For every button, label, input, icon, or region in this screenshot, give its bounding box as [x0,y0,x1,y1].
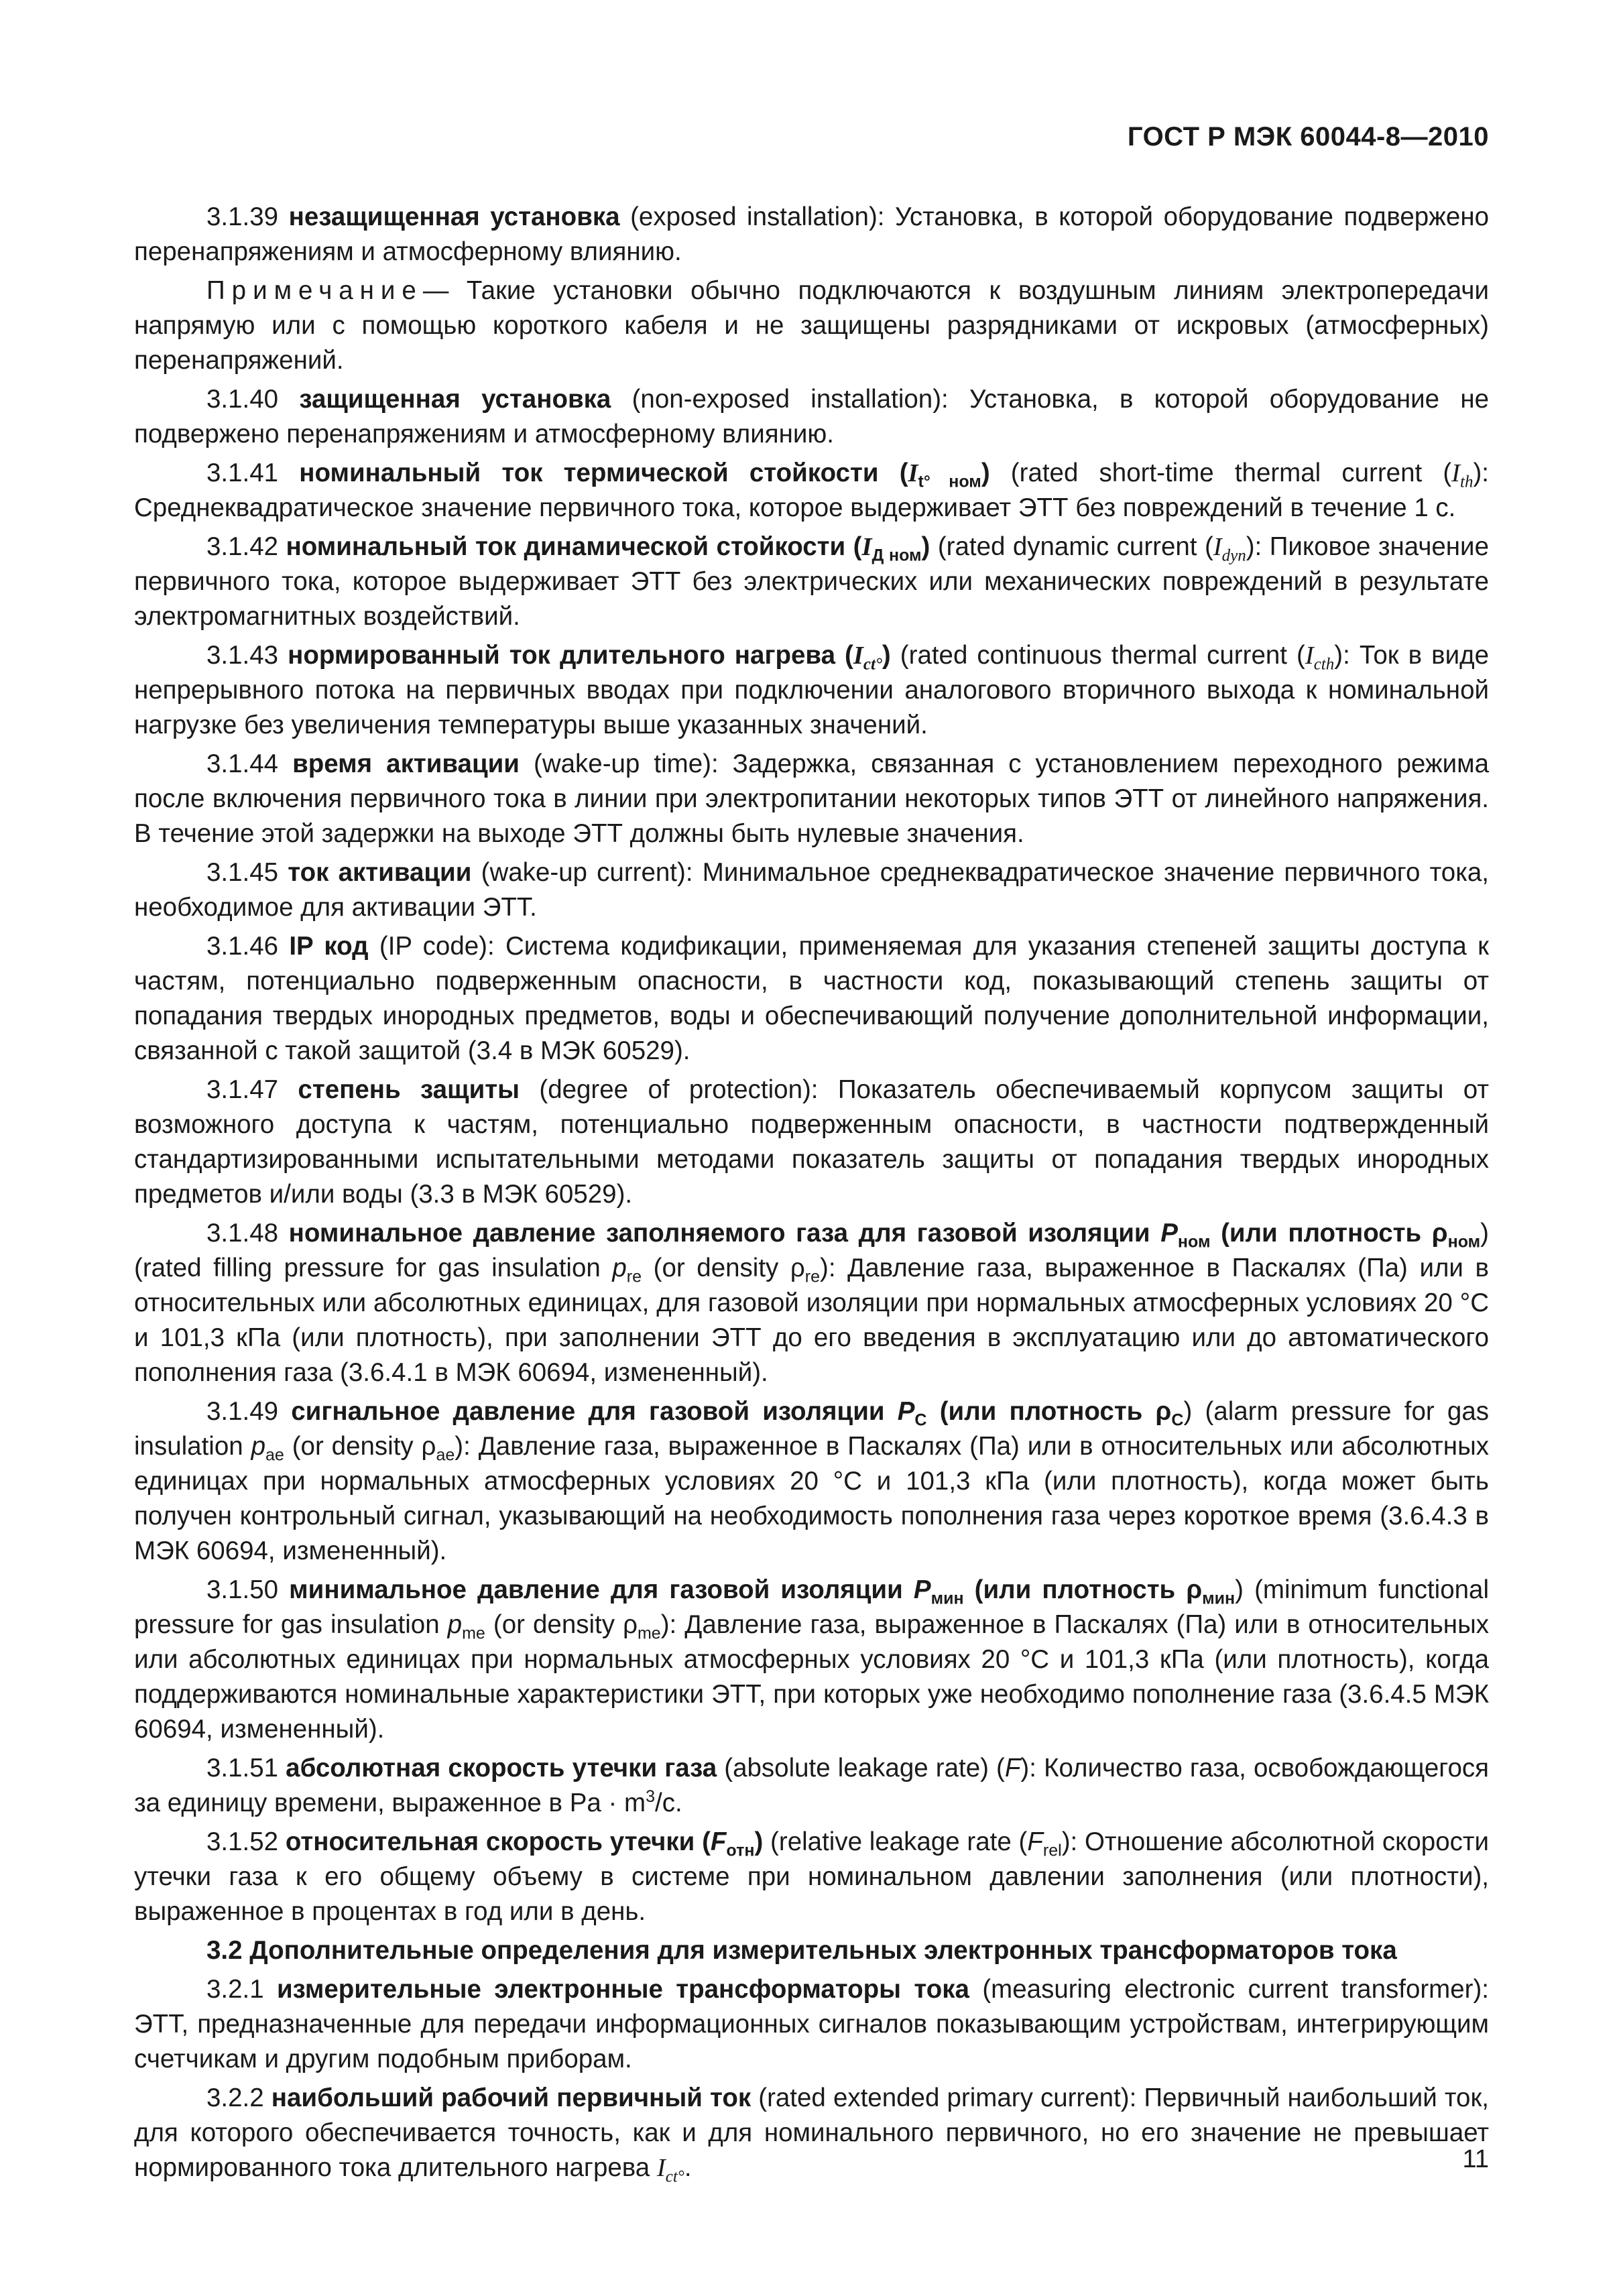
definition-paragraph: 3.1.41 номинальный ток термической стойкости $(I_{t^\circ ном})$ (rated short-time thermal current $(I_{th})$: Среднеквадратическое значение первичного тока, которое выдерживает ЭТТ без повреждений в течение 1 с. [134,459,1489,522]
definition-paragraph [134,929,1489,1069]
definition-paragraph [134,1751,1489,1821]
symbol: p [251,1432,265,1461]
term: (или плотность [926,1397,1156,1426]
symbol: I [1305,642,1314,670]
definition-text: (wake-up current): Минимальное среднеквадратическое значение первичного тока, необходимое для активации ЭТТ. [134,858,1489,922]
symbol: ρ [790,1254,805,1282]
symbol-subscript: С [914,1410,927,1430]
symbol: F [1004,1754,1021,1783]
definition-text: (rated extended primary current): Первичный наибольший ток, для которого обеспечивается точность, как и для номинального первичного, но его значение не превышает нормированного тока длительного нагрева [134,2083,1489,2182]
term: ) [754,1827,764,1856]
symbol-subscript: отн [726,1841,755,1860]
definition-paragraph: 3.1.43 нормированный ток длительного нагрева $(I_{ct^\circ})$ (rated continuous thermal current $(I_{cth})$: Ток в виде непрерывного потока на первичных вводах при подключении аналогового вторичного выхода к номинальной нагрузке без увеличения температуры выше указанных значений. [134,641,1489,739]
definition-text: (or density [642,1254,790,1282]
term: (или плотность [1210,1219,1432,1248]
term: IP код [289,932,369,961]
definition-text: (or density [485,1610,623,1639]
definition-text: (wake-up time): Задержка, связанная с установлением переходного режима после включения первичного тока в линии при электропитании некоторых типов ЭТТ от линейного напряжения. В течение этой задержки на выходе ЭТТ должны быть нулевые значения. [134,749,1489,848]
symbol: ρ [1186,1575,1203,1604]
definition-text: (relative leakage rate ( [763,1827,1028,1856]
definition-text: (or density [284,1432,422,1461]
clause-number: 3.1.41 [206,459,279,487]
clause-number: 3.1.43 [206,641,279,670]
symbol-subscript: re [626,1267,642,1286]
symbol: I [853,642,863,670]
symbol-subscript: t° ном [918,472,981,491]
definition-paragraph [134,200,1489,269]
definition-paragraph [134,855,1489,925]
term: измерительные электронные трансформаторы тока [277,1975,969,2004]
definition-text: (IP code): Система кодификации, применяемая для указания степеней защиты доступа к частям, потенциально подверженным опасности, в частности код, показывающий степень защиты от попадания твердых инородных предметов, воды и обеспечивающий получение дополнительной информации, связанной с такой защитой (3.4 в МЭК 60529). [134,932,1489,1065]
symbol: F [1027,1827,1043,1856]
clause-number: 3.1.45 [206,858,279,887]
symbol-subscript: ном [1447,1232,1481,1252]
term: номинальное давление заполняемого газа для газовой изоляции [288,1219,1161,1248]
document-body [134,200,1489,2189]
definition-paragraph [134,1825,1489,1929]
symbol: I [1451,459,1460,487]
term: защищенная установка [299,385,611,414]
definition-text: ): Пиковое значение первичного тока, которое выдерживает ЭТТ без электрических или механических повреждений в результате электромагнитных воздействий. [134,532,1489,631]
symbol-subscript: ном [1177,1232,1211,1252]
symbol-subscript: ae [436,1445,455,1465]
symbol-subscript: С [1171,1410,1184,1430]
clause-number: 3.1.51 [206,1754,279,1783]
definition-text: . [684,2153,692,2182]
definition-text: (rated dynamic current ( [930,532,1213,561]
symbol: P [913,1575,931,1604]
term: незащищенная установка [288,202,620,231]
clause-number: 3.2.2 [206,2083,264,2112]
definition-text: (rated short-time thermal current ( [989,459,1452,487]
symbol-subscript: dyn [1221,546,1246,565]
definition-text: (non-exposed installation): Установка, в которой оборудование не подвержено перенапряжениям и атмосферному влиянию. [134,385,1489,448]
term: ток активации [288,858,472,887]
clause-number: 3.1.50 [206,1575,279,1604]
symbol-subscript: th [1460,473,1474,491]
definition-paragraph [134,382,1489,452]
symbol: ρ [1431,1219,1448,1248]
definition-text: ): Количество газа, освобождающегося за единицу времени, выраженное в Pa · m [134,1754,1489,1817]
clause-number: 3.1.42 [206,532,279,561]
symbol: ρ [421,1432,436,1461]
definition-text: ) (rated filling pressure for gas insulation [134,1219,1489,1282]
symbol: I [656,2154,666,2182]
clause-number: 3.2.1 [206,1975,264,2004]
page-number: 11 [1462,2145,1489,2173]
definition-paragraph [134,2081,1489,2185]
note-paragraph [134,274,1489,378]
clause-number: 3.1.47 [206,1075,279,1104]
term: относительная скорость утечки ( [285,1827,711,1856]
definition-text: (measuring electronic current transformer): ЭТТ, предназначенные для передачи информационных сигналов показывающим устройствам, интегрирующим счетчикам и другим подобным приборам. [134,1975,1489,2073]
symbol-subscript: ct° [665,2167,684,2186]
symbol: P [897,1397,915,1426]
symbol-subscript: cth [1313,655,1335,674]
definition-text: ) (minimum functional pressure for gas insulation [134,1575,1489,1639]
definition-text: (degree of protection): Показатель обеспечиваемый корпусом защиты от возможного доступа к частям, потенциально подверженным опасности, в частности подтвержденный стандартизированными испытательными методами показатель защиты от попадания твердых инородных предметов и/или воды (3.3 в МЭК 60529). [134,1075,1489,1209]
symbol-subscript: ae [265,1445,284,1465]
definition-text: (rated continuous thermal current ( [890,641,1305,670]
definition-paragraph [134,1216,1489,1390]
symbol: ρ [1155,1397,1172,1426]
term: (или плотность [963,1575,1187,1604]
definition-text: ): Давление газа, выраженное в Паскалях (Па) или в относительных или абсолютных единицах при нормальных атмосферных условиях 20 °С и 101,3 кПа (или плотность), когда может быть получен контрольный сигнал, указывающий на необходимость пополнения газа через короткое время (3.6.4.3 в МЭК 60694, измененный). [134,1432,1489,1565]
definition-text: (exposed installation): Установка, в которой оборудование подвержено перенапряжениям и атмосферному влиянию. [134,202,1490,266]
term: номинальный ток термической стойкости [299,459,879,487]
term: нормированный ток длительного нагрева [288,641,835,670]
symbol: F [710,1827,727,1856]
symbol: P [1160,1219,1178,1248]
definition-paragraph: 3.1.42 номинальный ток динамической стойкости $(I_{Д ном})$ (rated dynamic current $(I_{dyn})$: Пиковое значение первичного тока, которое выдерживает ЭТТ без электрических или механических повреждений в результате электромагнитных воздействий. [134,532,1489,631]
definition-paragraph [134,1972,1489,2077]
symbol-subscript: re [804,1267,821,1286]
clause-number: 3.1.44 [206,749,279,778]
clause-number: 3.1.48 [206,1219,279,1248]
symbol-subscript: мин [930,1589,964,1608]
definition-paragraph [134,1394,1489,1569]
term: степень защиты [298,1075,520,1104]
term: время активации [292,749,520,778]
symbol: p [447,1610,463,1639]
symbol-subscript: me [462,1624,485,1643]
definition-text: /с. [655,1789,682,1817]
definition-paragraph [134,1573,1489,1747]
symbol: ρ [623,1610,638,1639]
note-text: — Такие установки обычно подключаются к воздушным линиям электропередачи напрямую или с помощью короткого кабеля и не защищены разрядниками от искровых (атмосферных) перенапряжений. [134,276,1489,375]
definition-text: ): Среднеквадратическое значение первичного тока, которое выдерживает ЭТТ без повреждений в течение 1 с. [134,459,1489,522]
symbol: I [1213,533,1222,561]
clause-number: 3.1.52 [206,1827,279,1856]
symbol-subscript: мин [1202,1589,1236,1608]
definition-paragraph [134,747,1489,851]
symbol-subscript: rel [1042,1841,1062,1860]
term: минимальное давление для газовой изоляции [289,1575,914,1604]
definition-text: ) (alarm pressure for gas insulation [134,1397,1489,1461]
clause-number: 3.1.40 [206,385,279,414]
definition-text: ): Давление газа, выраженное в Паскалях (Па) или в относительных или абсолютных единицах при нормальных атмосферных условиях 20 °С и 101,3 кПа (или плотность), когда поддерживаются номинальные характеристики ЭТТ, при которых уже необходимо пополнение газа (3.6.4.5 МЭК 60694, измененный). [134,1610,1489,1744]
clause-number: 3.1.39 [206,202,279,231]
definition-text: ): Давление газа, выраженное в Паскалях (Па) или в относительных или абсолютных единицах, для газовой изоляции при нормальных атмосферных условиях 20 °С и 101,3 кПа (или плотность), при заполнении ЭТТ до его введения в эксплуатацию или до автоматического пополнения газа (3.6.4.1 в МЭК 60694, измененный). [134,1254,1489,1387]
definition-paragraph [134,1073,1489,1212]
symbol: I [861,533,872,561]
symbol: I [908,459,918,487]
symbol-subscript: ct° [863,655,882,674]
superscript: 3 [646,1787,655,1807]
definition-text: ): Отношение абсолютной скорости утечки газа к его общему объему в системе при номинальном давлении заполнения (или плотности), выраженное в процентах в год или в день. [134,1827,1489,1926]
definition-text: ): Ток в виде непрерывного потока на первичных вводах при подключении аналогового вторичного выхода к номинальной нагрузке без увеличения температуры выше указанных значений. [134,641,1489,739]
note-label: Примечание [206,276,423,305]
symbol-subscript: Д ном [871,546,922,565]
term: наибольший рабочий первичный ток [271,2083,752,2112]
symbol: p [612,1254,627,1282]
clause-number: 3.1.46 [206,932,279,961]
symbol-subscript: me [637,1624,661,1643]
section-heading: 3.2 Дополнительные определения для измерительных электронных трансформаторов тока [206,1936,1397,1965]
term: сигнальное давление для газовой изоляции [291,1397,898,1426]
term: абсолютная скорость утечки газа [286,1754,717,1783]
term: номинальный ток динамической стойкости [286,532,846,561]
document-header: ГОСТ Р МЭК 60044-8—2010 [1127,122,1489,152]
clause-number: 3.1.49 [206,1397,279,1426]
definition-text: (absolute leakage rate) ( [717,1754,1005,1783]
